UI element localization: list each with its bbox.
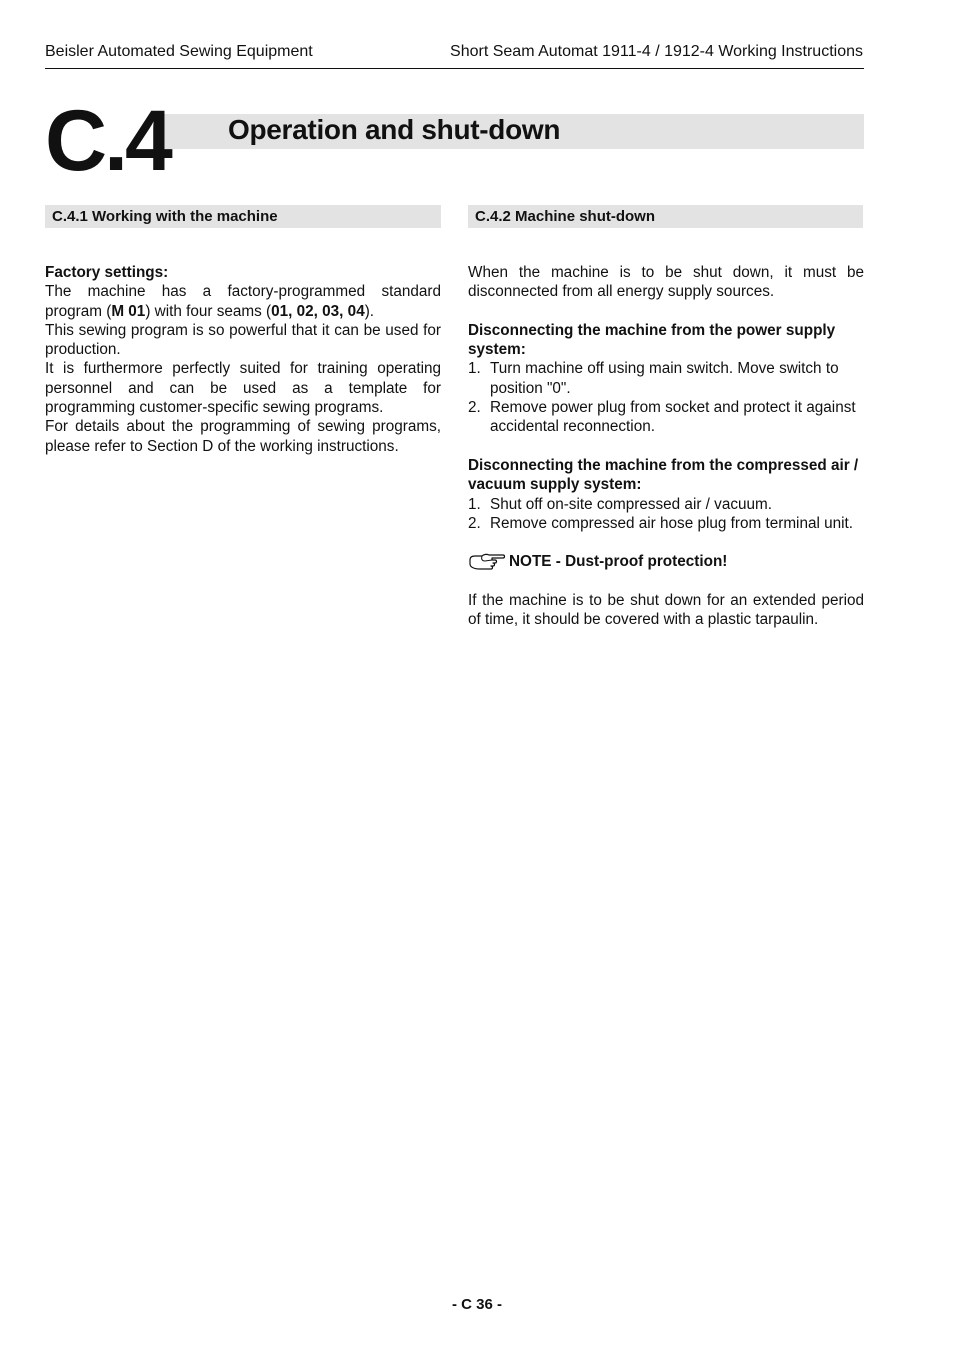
text-span: ).: [364, 302, 375, 320]
spacer: [468, 572, 864, 591]
list-item: [468, 514, 864, 533]
chapter-number: C.4: [45, 93, 170, 189]
list-text: Remove power plug from socket and protect it against accidental reconnection.: [490, 399, 856, 436]
shutdown-intro: When the machine is to be shut down, it must be disconnected from all energy supply sources.: [468, 264, 864, 301]
list-number: 1.: [468, 495, 481, 513]
seam-codes: 01, 02, 03, 04: [271, 302, 365, 320]
program-code: M 01: [111, 302, 146, 320]
header-rule: [45, 68, 864, 69]
note-label: NOTE: [509, 553, 552, 571]
note-title: - Dust-proof protection!: [551, 553, 728, 571]
list-number: 2.: [468, 514, 481, 532]
list-item: [468, 359, 864, 398]
list-number: 1.: [468, 360, 481, 378]
list-text: Shut off on-site compressed air / vacuum.: [490, 495, 772, 513]
note-text: If the machine is to be shut down for an extended period of time, it should be covered with a plastic tarpaulin.: [468, 592, 864, 629]
factory-paragraph-2: This sewing program is so powerful that it can be used for production.: [45, 321, 441, 359]
list-item: [468, 495, 864, 514]
factory-paragraph-3: It is furthermore perfectly suited for training operating personnel and can be used as a template for programming customer-specific sewing programs.: [45, 360, 441, 417]
factory-paragraph-1: [45, 282, 441, 321]
spacer: [468, 533, 864, 552]
air-steps-list: [468, 495, 864, 534]
text-span: ) with four seams (: [145, 302, 272, 320]
left-column: [45, 263, 441, 456]
note-line: [468, 552, 864, 571]
list-text: Remove compressed air hose plug from terminal unit.: [490, 514, 854, 532]
list-text: Turn machine off using main switch. Move switch to position "0".: [490, 360, 839, 397]
spacer: [468, 302, 864, 321]
spacer: [468, 437, 864, 456]
list-item: [468, 398, 864, 437]
section-heading-working: C.4.1 Working with the machine: [45, 205, 441, 228]
air-supply-heading: Disconnecting the machine from the compressed air / vacuum supply system:: [468, 456, 859, 494]
right-column: [468, 263, 864, 630]
page-header-left: Beisler Automated Sewing Equipment: [45, 43, 313, 60]
section-heading-shutdown: C.4.2 Machine shut-down: [468, 205, 863, 228]
page-number: - C 36 -: [451, 1296, 502, 1313]
chapter-title: Operation and shut-down: [228, 114, 561, 145]
factory-settings-label: Factory settings:: [45, 264, 169, 281]
power-steps-list: [468, 359, 864, 436]
page-header-right: Short Seam Automat 1911-4 / 1912-4 Working Instructions: [450, 43, 863, 60]
pointing-hand-icon: [468, 553, 506, 572]
list-number: 2.: [468, 399, 481, 417]
power-supply-heading: Disconnecting the machine from the power supply system:: [468, 321, 836, 359]
text-span: The machine has a factory-programmed standard program (: [45, 283, 441, 320]
factory-paragraph-4: For details about the programming of sewing programs, please refer to Section D of the working instructions.: [45, 418, 441, 455]
